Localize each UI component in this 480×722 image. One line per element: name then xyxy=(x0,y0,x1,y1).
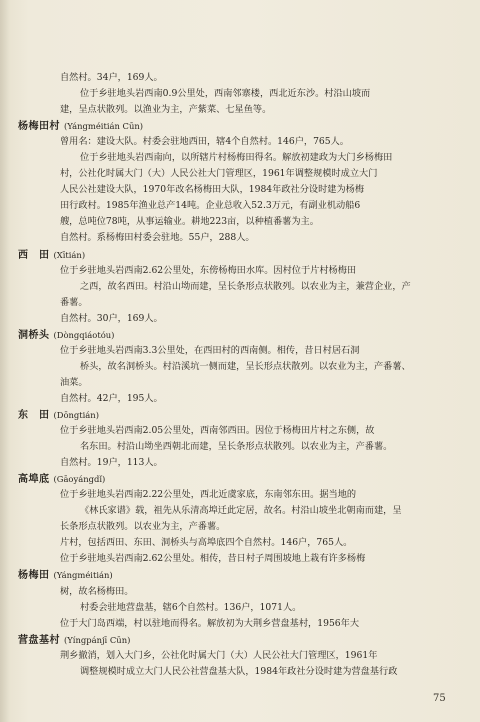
entry-pinyin: (Yíngpánjī Cūn) xyxy=(63,634,131,645)
entry-heading xyxy=(18,632,464,648)
entry-name: 杨梅田村 xyxy=(18,121,60,133)
text-line: 村，公社化时属大门（大）人民公社大门管理区，1961年调整规模时成立大门 xyxy=(60,168,378,180)
text-line xyxy=(18,712,464,722)
text-line: 田行政村。1985年渔业总产14吨。企业总收入52.3万元，有副业机动船6 xyxy=(60,200,361,212)
text-line: 自然村。30户，169人。 xyxy=(60,312,163,324)
entry-pinyin: (Dōngtián) xyxy=(53,409,99,420)
text-line: 位于乡驻地头岩西南3.3公里处，在西田村的西南侧。相传，昔日村居石洞 xyxy=(60,344,360,356)
entry-heading xyxy=(18,118,464,134)
text-line: 长条形点状散列。以农业为主，产番薯。 xyxy=(60,521,226,533)
entry-name: 东 田 xyxy=(18,409,50,421)
page-gutter-shadow xyxy=(0,0,10,722)
text-line: 人民公社建设大队，1970年改名杨梅田大队，1984年政社分设时建为杨梅 xyxy=(60,184,365,196)
entry-pinyin: (Dòngqiáotóu) xyxy=(53,329,115,340)
entry-name: 杨梅田 xyxy=(18,570,50,582)
page-number: 75 xyxy=(433,693,446,704)
text-line: 位于乡驻地头岩西南2.22公里处，西北近虞家底，东南邻东田。据当地的 xyxy=(60,489,357,501)
text-line: 位于乡驻地头岩西南2.62公里处，东傍杨梅田水库。因村位于片村杨梅田 xyxy=(60,264,357,276)
entry-heading xyxy=(18,247,464,263)
entry-heading xyxy=(18,567,464,583)
page-body xyxy=(18,70,464,722)
text-line: 片村，包括西田、东田、洞桥头与高埠底四个自然村。146户，765人。 xyxy=(60,537,353,549)
entry-pinyin: (Xītián) xyxy=(53,249,86,260)
entry-name: 营盘基村 xyxy=(18,634,60,646)
entry-pinyin: (Yángméitián Cūn) xyxy=(63,121,144,132)
text-line xyxy=(18,680,464,696)
entry-heading xyxy=(18,327,464,343)
entry-name: 洞桥头 xyxy=(18,329,50,341)
text-line: 名东田。村沿山坳坐西朝北而建，呈长条形点状散列。以农业为主，产番薯。 xyxy=(80,441,393,453)
text-line: 树，故名杨梅田。 xyxy=(60,585,134,597)
text-line: 调整规模时成立大门人民公社营盘基大队，1984年政社分设时建为营盘基行政 xyxy=(80,665,398,677)
text-line: 位于乡驻地头岩西南0.9公里处，西南邻寨楼，西北近东沙。村沿山坡而 xyxy=(80,88,371,100)
text-line xyxy=(18,696,464,712)
text-line: 位于乡驻地头岩西南2.62公里处。相传，昔日村子周围坡地上栽有许多杨梅 xyxy=(60,553,366,565)
entry-name: 高埠底 xyxy=(18,474,50,486)
entry-pinyin: (Gāoyángdǐ) xyxy=(53,474,106,485)
text-line: 荆乡撤消，划入大门乡，公社化时属大门（大）人民公社大门管理区，1961年 xyxy=(60,649,378,661)
text-line: 番薯。 xyxy=(60,296,88,308)
entry-heading xyxy=(18,407,464,423)
text-line: 之西，故名西田。村沿山坳而建，呈长条形点状散列。以农业为主，兼营企业，产 xyxy=(80,280,411,292)
text-line: 艘，总吨位78吨，从事运输业。耕地223亩，以种植番薯为主。 xyxy=(60,216,319,228)
text-line: 位于乡驻地头岩西南2.05公里处，西南邻西田。因位于杨梅田片村之东侧，故 xyxy=(60,425,375,437)
text-line: 自然村。42户，195人。 xyxy=(60,392,163,404)
text-line: 曾用名：建设大队。村委会驻地西田，辖4个自然村。146户，765人。 xyxy=(60,136,349,148)
entry-pinyin: (Yángméitián) xyxy=(53,570,113,581)
text-line: 村委会驻地营盘基，辖6个自然村。136户，1071人。 xyxy=(80,601,302,613)
text-line: 位于大门岛西端，村以驻地而得名。解放初为大荆乡营盘基村，1956年大 xyxy=(60,617,360,629)
text-line: 油菜。 xyxy=(60,376,88,388)
text-line: 桥头，故名洞桥头。村沿溪坑一侧而建，呈长形点状散列。以农业为主，产番薯、 xyxy=(80,360,411,372)
text-line: 自然村。19户，113人。 xyxy=(60,457,163,469)
entry-heading xyxy=(18,471,464,487)
text-line: 建，呈点状散列。以渔业为主，产紫菜、七星鱼等。 xyxy=(60,104,272,116)
text-line: 自然村。系杨梅田村委会驻地。55户，288人。 xyxy=(60,232,255,244)
text-line: 自然村。34户，169人。 xyxy=(60,72,163,83)
entry-name: 西 田 xyxy=(18,249,50,261)
text-line: 《林氏家谱》载，祖先从乐清高埠迁此定居，故名。村沿山坡坐北朝南而建，呈 xyxy=(80,505,402,517)
text-line: 位于乡驻地头岩西南向，以所辖片村杨梅田得名。解放初建政为大门乡杨梅田 xyxy=(80,152,393,164)
